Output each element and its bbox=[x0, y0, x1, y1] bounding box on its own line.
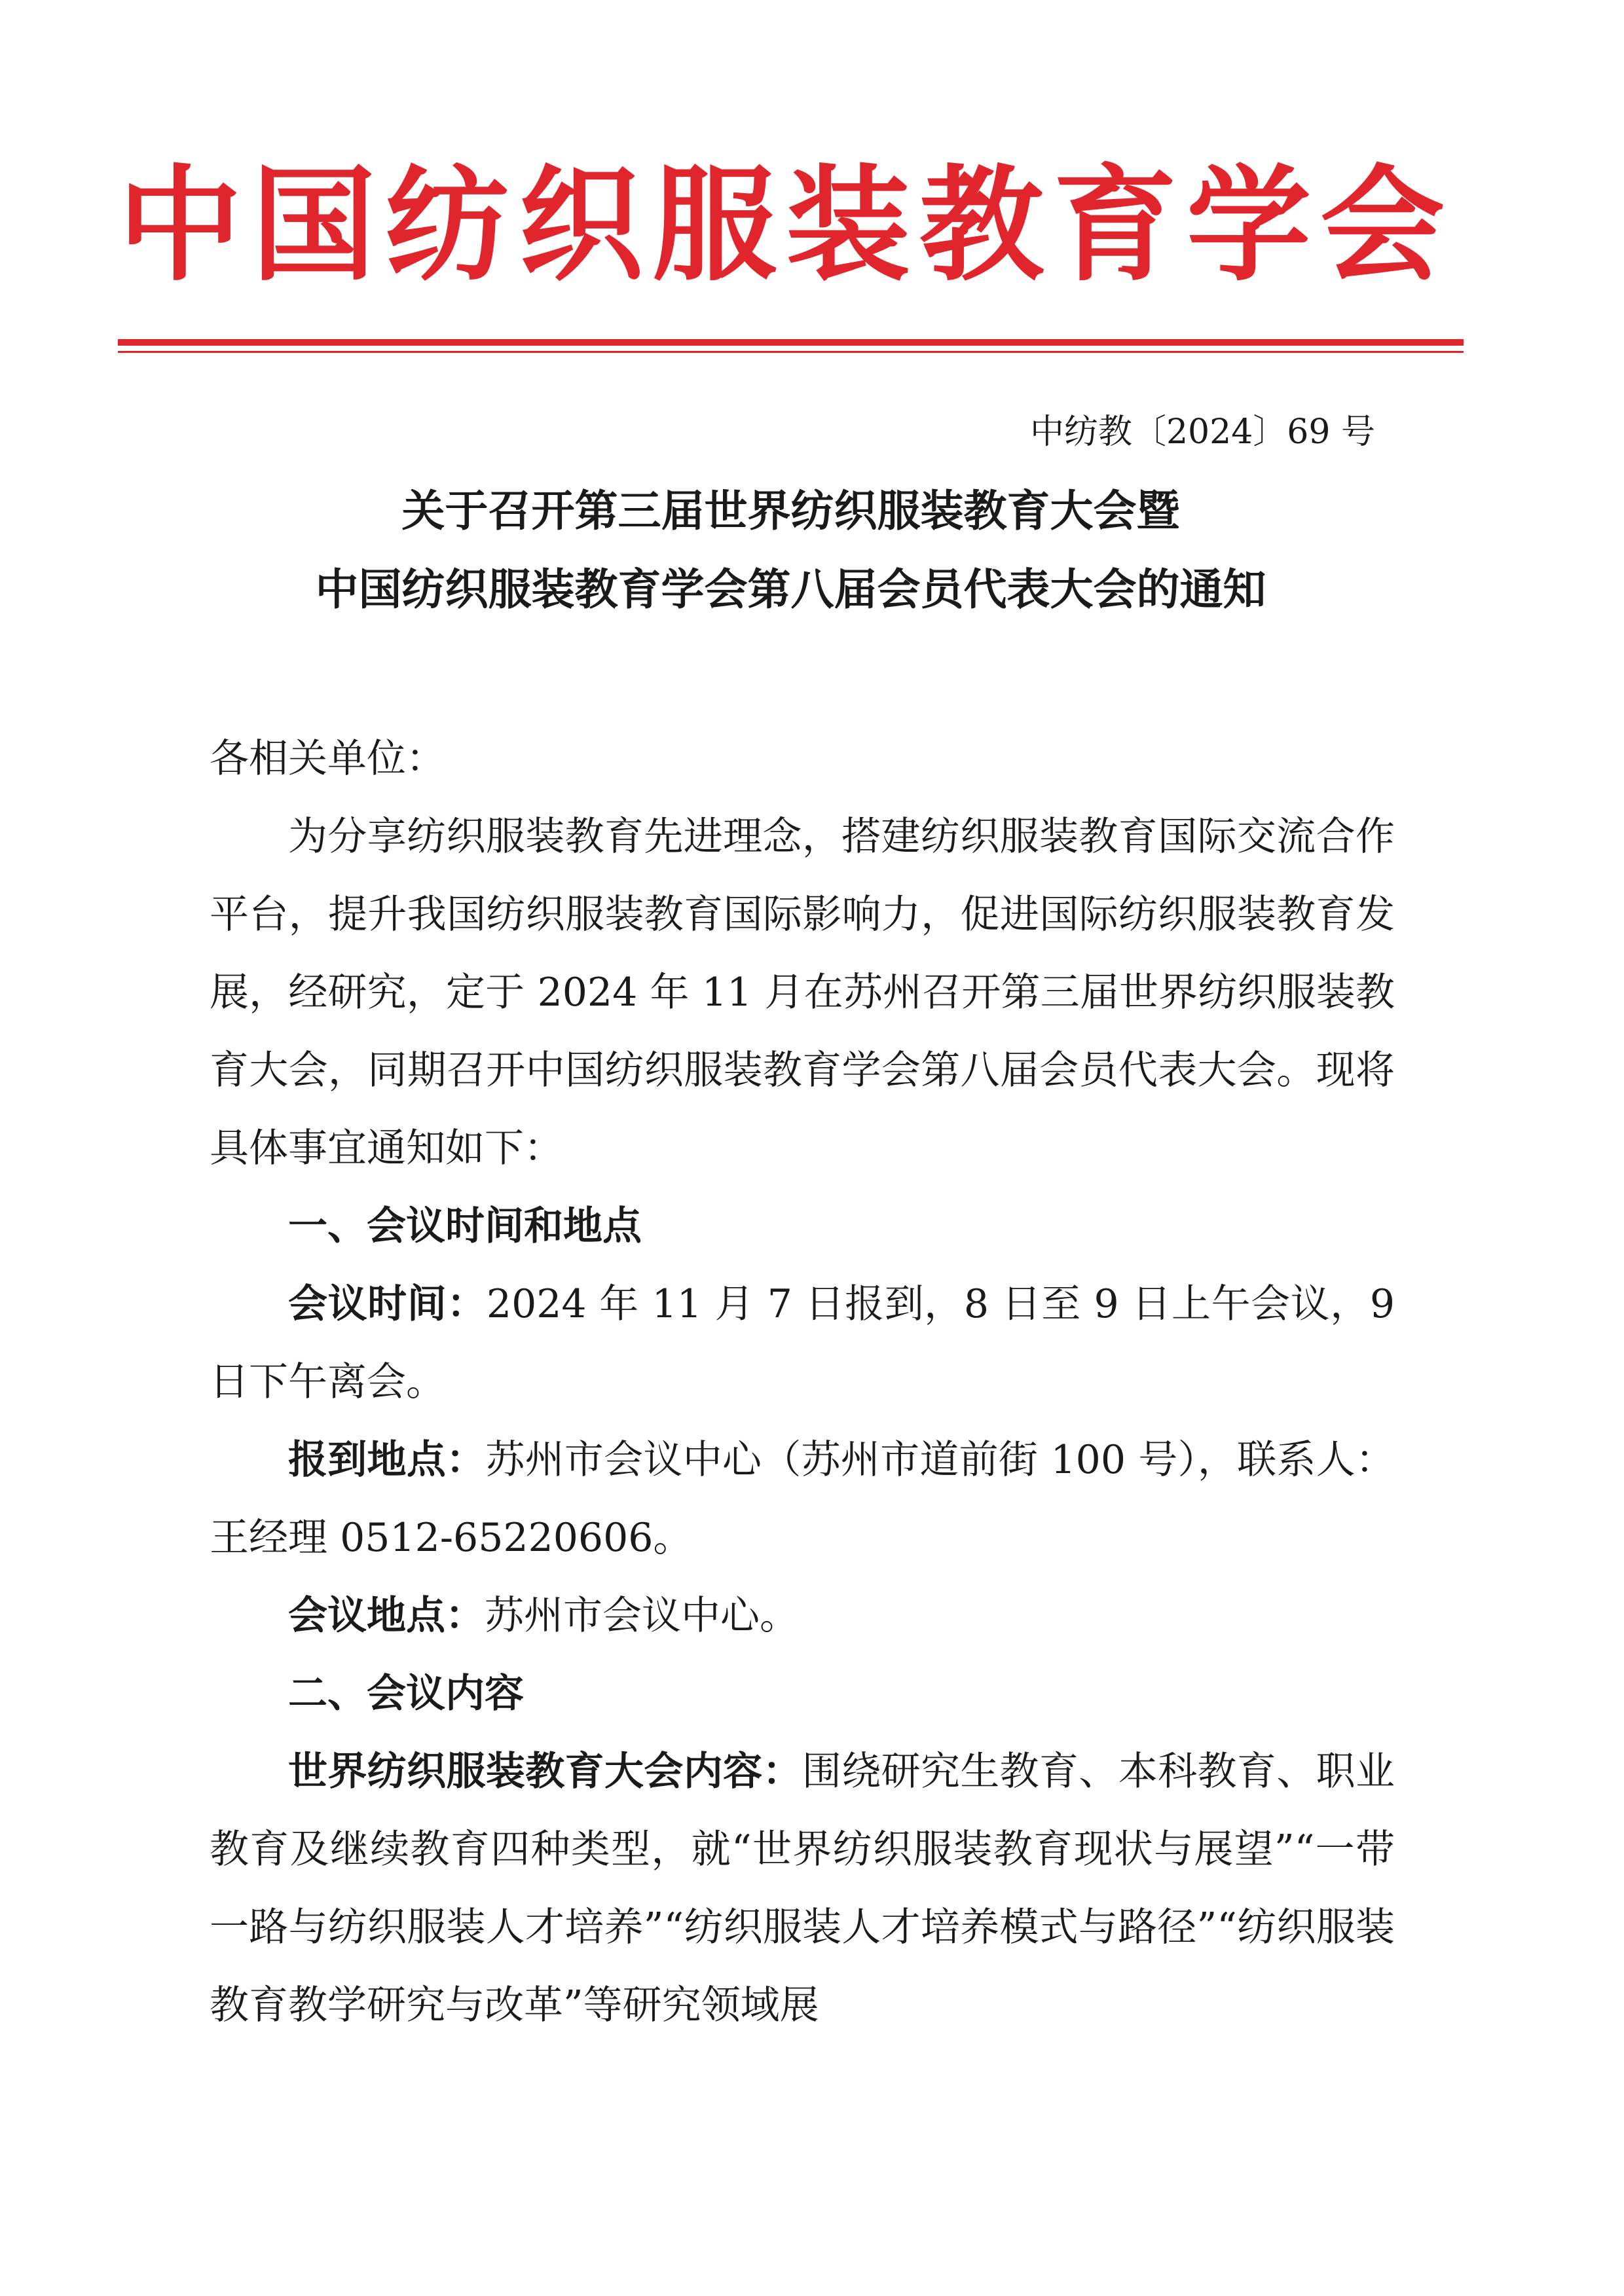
document-title-line-1: 关于召开第三届世界纺织服装教育大会暨 bbox=[401, 485, 1180, 536]
meeting-time-label: 会议时间： bbox=[288, 1281, 487, 1327]
checkin-label: 报到地点： bbox=[288, 1437, 486, 1483]
checkin-text: 苏州市会议中心（苏州市道前街 100 号），联系人：王经理 0512-65220606。 bbox=[210, 1437, 1395, 1561]
meeting-time-paragraph bbox=[210, 1266, 1395, 1421]
document-title-line-2: 中国纺织服装教育学会第八届会员代表大会的通知 bbox=[315, 564, 1266, 615]
document-body bbox=[210, 720, 1395, 2045]
venue-paragraph bbox=[210, 1577, 1395, 1655]
organization-masthead: 中国纺织服装教育学会 bbox=[118, 153, 1454, 298]
content-label: 世界纺织服装教育大会内容： bbox=[288, 1749, 802, 1795]
section-heading-time-venue: 一、会议时间和地点 bbox=[288, 1203, 642, 1249]
meeting-time-text: 2024 年 11 月 7 日报到，8 日至 9 日上午会议，9 日下午离会。 bbox=[210, 1281, 1395, 1405]
content-text: 围绕研究生教育、本科教育、职业教育及继续教育四种类型，就“世界纺织服装教育现状与展望”“一带一路与纺织服装人才培养”“纺织服装人才培养模式与路径”“纺织服装教育教学研究与改革”等研究领域展 bbox=[210, 1749, 1395, 2028]
section-heading-content: 二、会议内容 bbox=[288, 1671, 524, 1717]
intro-paragraph: 为分享纺织服装教育先进理念，搭建纺织服装教育国际交流合作平台，提升我国纺织服装教育国际影响力，促进国际纺织服装教育发展，经研究，定于 2024 年 11 月在苏州召开第三届世界纺织服装教育大会，同期召开中国纺织服装教育学会第八届会员代表大会。现将具体事宜通知如下： bbox=[210, 814, 1395, 1171]
salutation: 各相关单位： bbox=[210, 736, 445, 782]
content-paragraph bbox=[210, 1733, 1395, 2045]
checkin-paragraph bbox=[210, 1421, 1395, 1577]
venue-text: 苏州市会议中心。 bbox=[485, 1593, 799, 1639]
masthead-divider-thick bbox=[118, 339, 1464, 346]
masthead-divider-thin bbox=[118, 351, 1464, 353]
venue-label: 会议地点： bbox=[288, 1593, 485, 1639]
document-number: 中纺教〔2024〕69 号 bbox=[1029, 412, 1375, 452]
